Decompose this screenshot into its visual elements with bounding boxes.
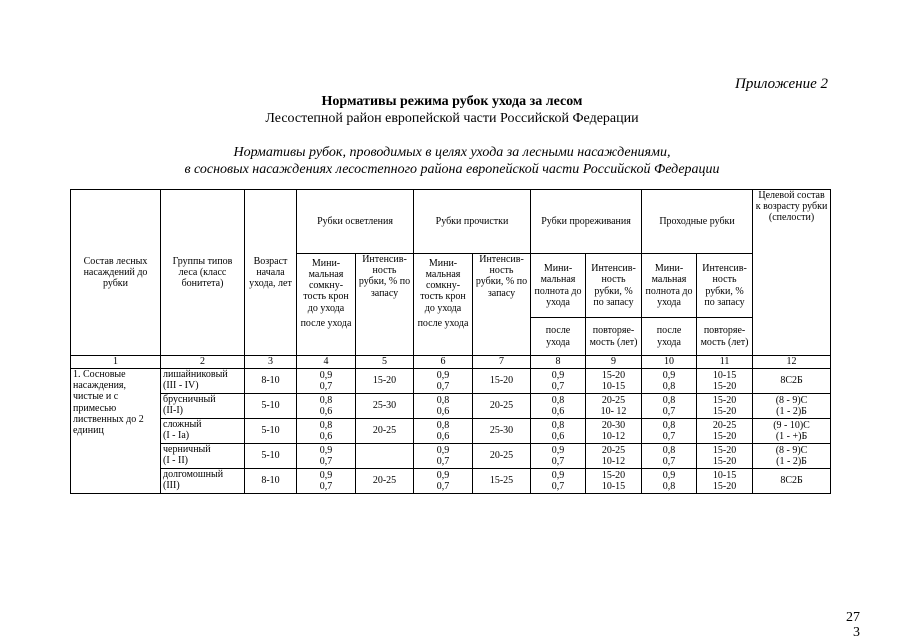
clearing-intensity-cell: 20-25 (356, 469, 414, 494)
column-number-row (71, 356, 831, 369)
header-after-care-1: после ухода (297, 318, 356, 356)
page-number-main: 27 (846, 610, 860, 625)
header-repeat-1: повторяе-мость (лет) (586, 318, 642, 356)
header-after-care-2: после ухода (414, 318, 473, 356)
thinning-intensity-cell: 15-20 10-15 (586, 469, 642, 494)
cleaning-intensity-cell: 20-25 (473, 444, 531, 469)
target-composition-cell: 8С2Б (753, 369, 831, 394)
column-number: 8 (531, 356, 586, 369)
header-cleaning-cuts: Рубки прочистки (414, 190, 531, 254)
column-number: 9 (586, 356, 642, 369)
cleaning-closure-cell: 0,9 0,7 (414, 444, 473, 469)
page-number (846, 611, 860, 640)
norms-table (70, 189, 831, 494)
header-passage-cuts: Проходные рубки (642, 190, 753, 254)
clearing-closure-cell: 0,8 0,6 (297, 419, 356, 444)
header-intensity-3: Интенсив-ность рубки, % по запасу (586, 254, 642, 318)
table-body (71, 369, 831, 494)
cleaning-closure-cell: 0,8 0,6 (414, 394, 473, 419)
thinning-density-cell: 0,9 0,7 (531, 369, 586, 394)
table-row (71, 394, 831, 419)
header-target-composition: Целевой состав к возрасту рубки (спелости) (753, 190, 831, 356)
forest-type-cell: лишайниковый (III - IV) (161, 369, 245, 394)
column-number: 12 (753, 356, 831, 369)
start-age-cell: 5-10 (245, 444, 297, 469)
thinning-density-cell: 0,9 0,7 (531, 469, 586, 494)
header-repeat-2: повторяе-мость (лет) (697, 318, 753, 356)
cleaning-intensity-cell: 15-20 (473, 369, 531, 394)
table-row (71, 419, 831, 444)
header-min-closure-1: Мини-мальная сомкну-тость крон до ухода (297, 254, 356, 318)
table-caption-line-2: в сосновых насаждениях лесостепного района европейской части Российской Федерации (184, 162, 720, 177)
clearing-closure-cell: 0,9 0,7 (297, 444, 356, 469)
column-number: 4 (297, 356, 356, 369)
thinning-intensity-cell: 20-25 10- 12 (586, 394, 642, 419)
header-composition: Состав лесных насаждений до рубки (71, 190, 161, 356)
passage-intensity-cell: 10-15 15-20 (697, 469, 753, 494)
column-number: 11 (697, 356, 753, 369)
thinning-intensity-cell: 15-20 10-15 (586, 369, 642, 394)
passage-density-cell: 0,8 0,7 (642, 394, 697, 419)
target-composition-cell: (8 - 9)С (1 - 2)Б (753, 394, 831, 419)
clearing-intensity-cell: 25-30 (356, 394, 414, 419)
clearing-intensity-cell (356, 444, 414, 469)
passage-density-cell: 0,8 0,7 (642, 419, 697, 444)
forest-type-cell: черничный (I - II) (161, 444, 245, 469)
header-row-1 (71, 190, 831, 254)
group-label-cell: 1. Сосновые насаждения, чистые и с примесью лиственных до 2 единиц (71, 369, 161, 494)
cleaning-intensity-cell: 15-25 (473, 469, 531, 494)
header-after-care-4: после ухода (642, 318, 697, 356)
clearing-intensity-cell: 15-20 (356, 369, 414, 394)
forest-type-cell: долгомошный (III) (161, 469, 245, 494)
passage-density-cell: 0,9 0,8 (642, 369, 697, 394)
table-row (71, 444, 831, 469)
thinning-density-cell: 0,8 0,6 (531, 419, 586, 444)
start-age-cell: 5-10 (245, 394, 297, 419)
clearing-intensity-cell: 20-25 (356, 419, 414, 444)
cleaning-intensity-cell: 25-30 (473, 419, 531, 444)
cleaning-intensity-cell: 20-25 (473, 394, 531, 419)
forest-type-cell: сложный (I - Ia) (161, 419, 245, 444)
header-forest-groups: Группы типов леса (класс бонитета) (161, 190, 245, 356)
column-number: 10 (642, 356, 697, 369)
table-row (71, 469, 831, 494)
cleaning-closure-cell: 0,9 0,7 (414, 469, 473, 494)
column-number: 3 (245, 356, 297, 369)
clearing-closure-cell: 0,9 0,7 (297, 369, 356, 394)
passage-density-cell: 0,9 0,8 (642, 469, 697, 494)
start-age-cell: 8-10 (245, 369, 297, 394)
header-intensity-1: Интенсив-ность рубки, % по запасу (356, 254, 414, 356)
thinning-density-cell: 0,8 0,6 (531, 394, 586, 419)
passage-intensity-cell: 10-15 15-20 (697, 369, 753, 394)
table-row (71, 369, 831, 394)
column-number: 1 (71, 356, 161, 369)
target-composition-cell: (9 - 10)С (1 - +)Б (753, 419, 831, 444)
thinning-density-cell: 0,9 0,7 (531, 444, 586, 469)
page-number-sub: 3 (853, 624, 860, 640)
header-intensity-4: Интенсив-ность рубки, % по запасу (697, 254, 753, 318)
cleaning-closure-cell: 0,8 0,6 (414, 419, 473, 444)
passage-intensity-cell: 15-20 15-20 (697, 444, 753, 469)
column-number: 2 (161, 356, 245, 369)
document-subtitle: Лесостепной район европейской части Российской Федерации (265, 111, 639, 126)
table-caption-line-1: Нормативы рубок, проводимых в целях ухода за лесными насаждениями, (233, 145, 671, 160)
target-composition-cell: 8С2Б (753, 469, 831, 494)
header-min-density-2: Мини-мальная полнота до ухода (642, 254, 697, 318)
thinning-intensity-cell: 20-30 10-12 (586, 419, 642, 444)
passage-intensity-cell: 20-25 15-20 (697, 419, 753, 444)
header-min-closure-2: Мини-мальная сомкну-тость крон до ухода (414, 254, 473, 318)
passage-density-cell: 0,8 0,7 (642, 444, 697, 469)
passage-intensity-cell: 15-20 15-20 (697, 394, 753, 419)
forest-type-cell: брусничный (II-I) (161, 394, 245, 419)
header-min-density-1: Мини-мальная полнота до ухода (531, 254, 586, 318)
header-clearing-cuts: Рубки осветления (297, 190, 414, 254)
document-title: Нормативы режима рубок ухода за лесом (321, 94, 583, 109)
header-start-age: Возраст начала ухода, лет (245, 190, 297, 356)
clearing-closure-cell: 0,8 0,6 (297, 394, 356, 419)
clearing-closure-cell: 0,9 0,7 (297, 469, 356, 494)
thinning-intensity-cell: 20-25 10-12 (586, 444, 642, 469)
target-composition-cell: (8 - 9)С (1 - 2)Б (753, 444, 831, 469)
start-age-cell: 8-10 (245, 469, 297, 494)
header-intensity-2: Интенсив-ность рубки, % по запасу (473, 254, 531, 356)
cleaning-closure-cell: 0,9 0,7 (414, 369, 473, 394)
header-after-care-3: после ухода (531, 318, 586, 356)
column-number: 7 (473, 356, 531, 369)
column-number: 6 (414, 356, 473, 369)
header-thinning-cuts: Рубки прореживания (531, 190, 642, 254)
appendix-label: Приложение 2 (735, 76, 828, 92)
column-number: 5 (356, 356, 414, 369)
start-age-cell: 5-10 (245, 419, 297, 444)
